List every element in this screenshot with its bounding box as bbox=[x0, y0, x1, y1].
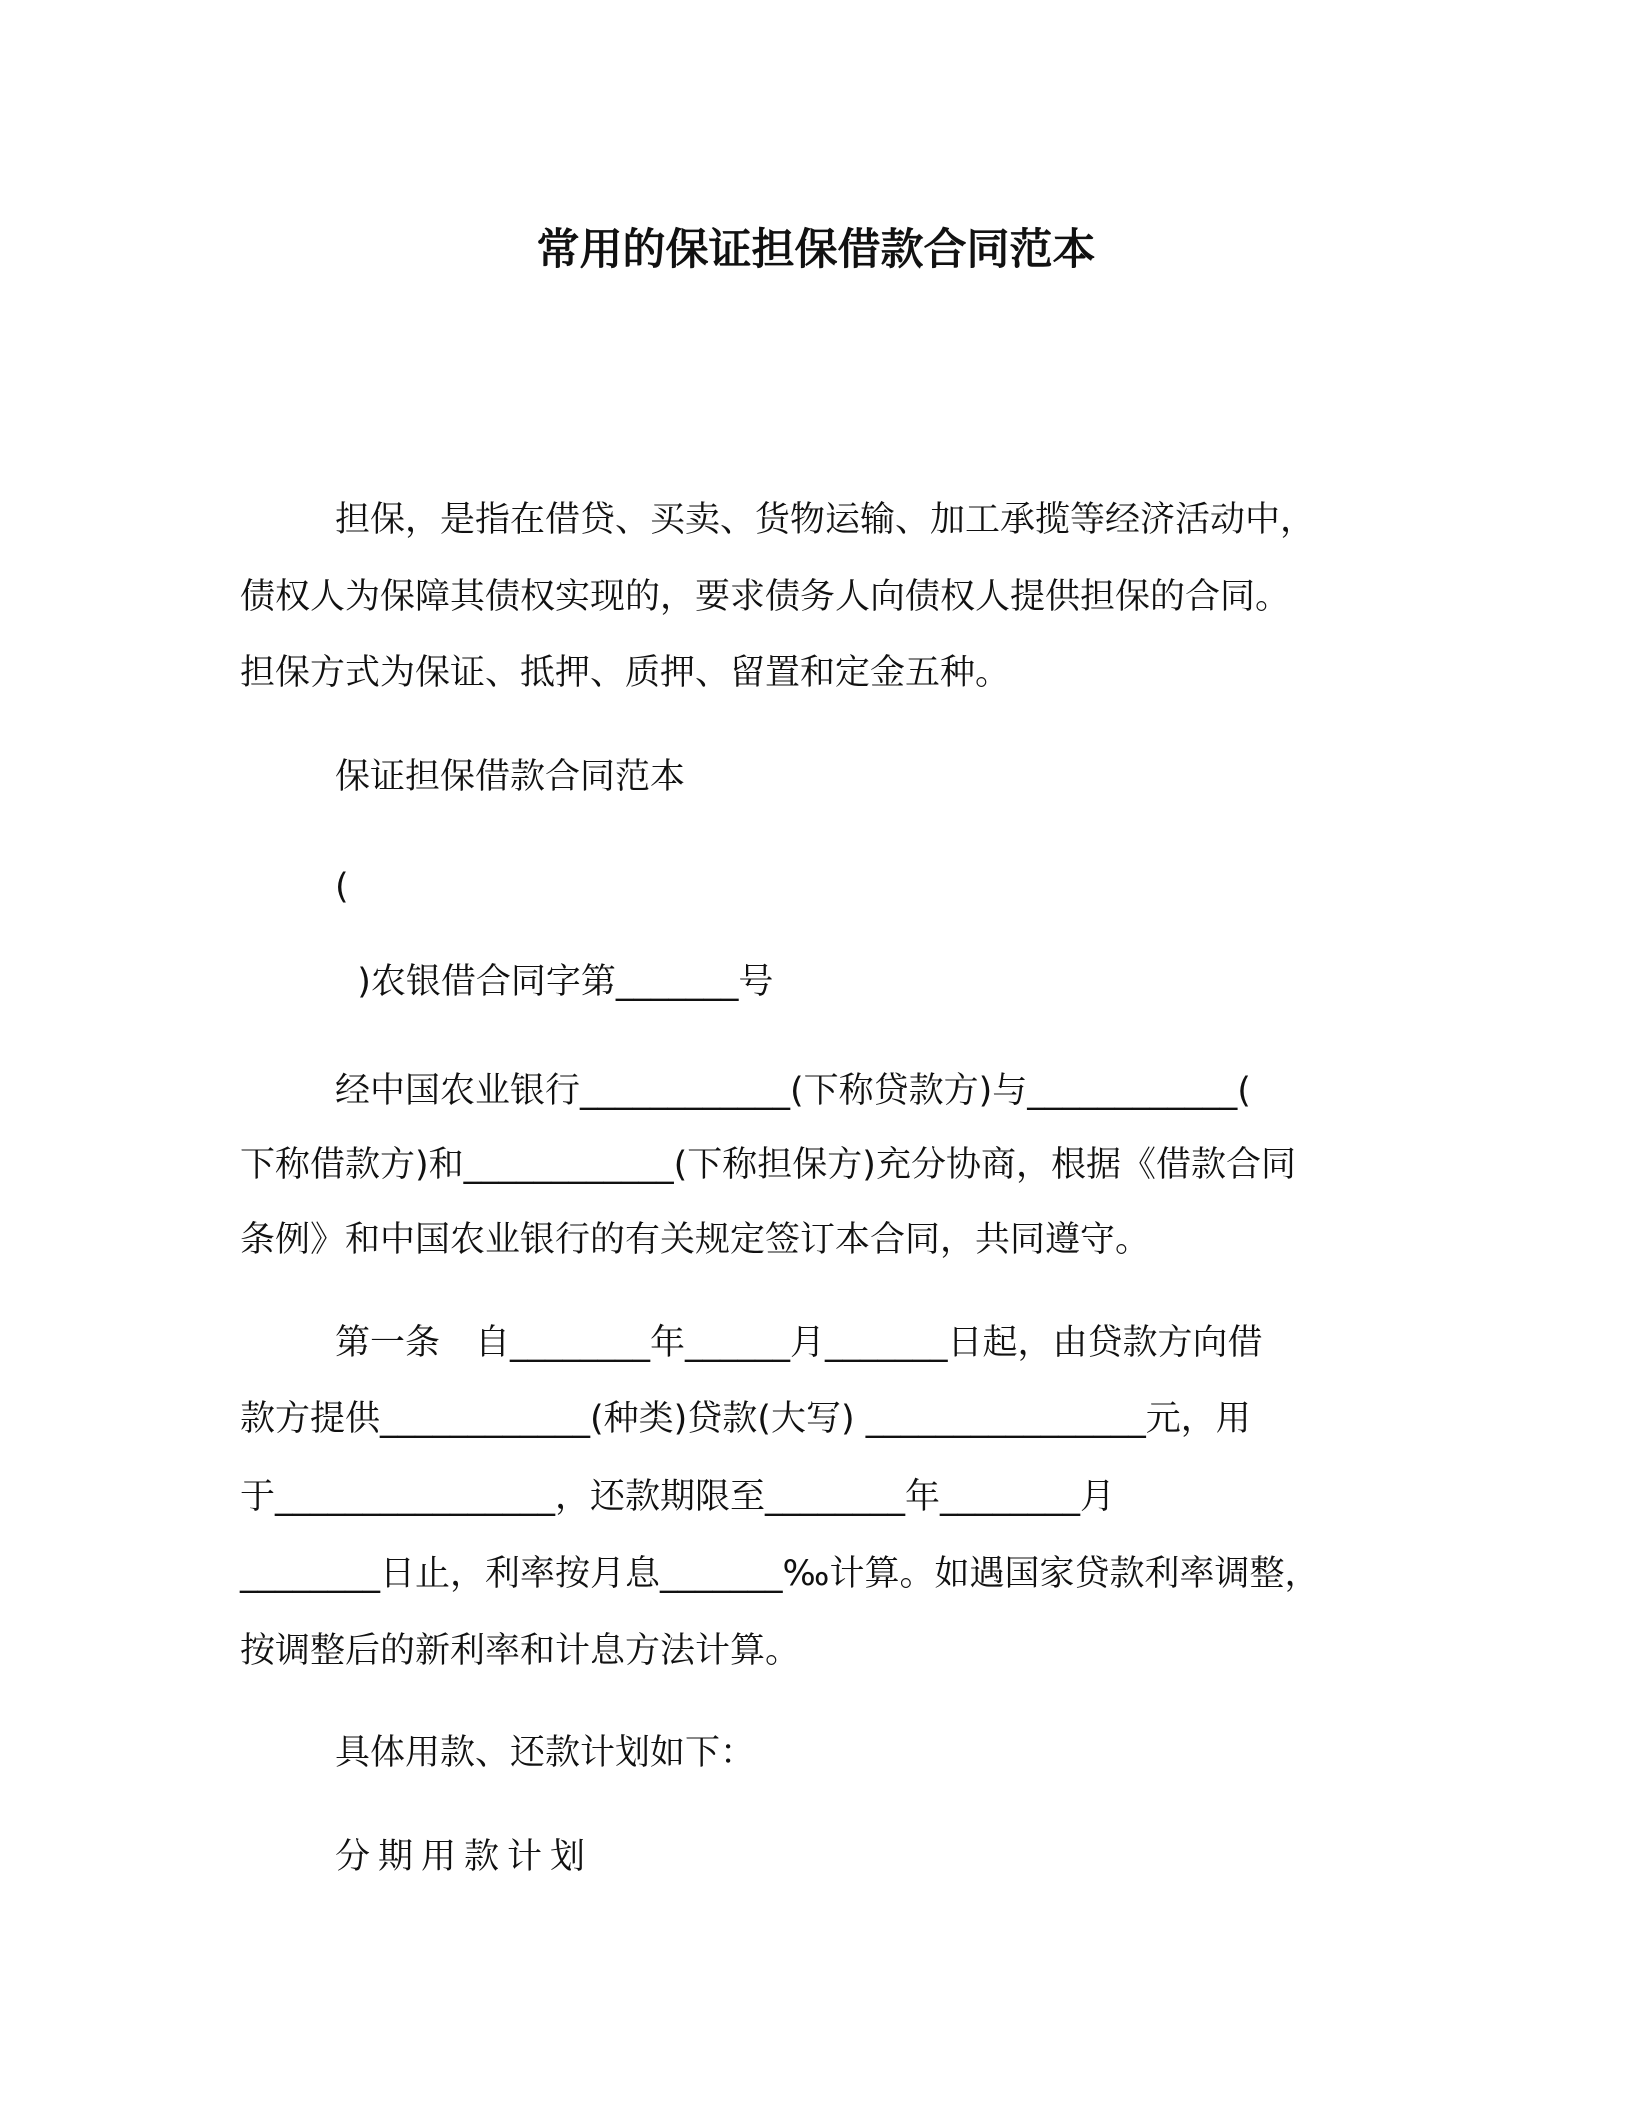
article-line: 款方提供____________(种类)贷款(大写) ________________元，用 bbox=[240, 1399, 1251, 1439]
paragraph-line: 条例》和中国农业银行的有关规定签订本合同，共同遵守。 bbox=[240, 1220, 1151, 1260]
paragraph-line: 具体用款、还款计划如下： bbox=[335, 1733, 756, 1773]
article-line: 第一条 自________年______月_______日起，由贷款方向借 bbox=[335, 1323, 1263, 1363]
paragraph-line: 下称借款方)和____________(下称担保方)充分协商，根据《借款合同 bbox=[240, 1145, 1296, 1185]
paragraph-line: 经中国农业银行____________(下称贷款方)与____________( bbox=[335, 1071, 1251, 1111]
paragraph-line: 担保，是指在借贷、买卖、货物运输、加工承揽等经济活动中， bbox=[335, 500, 1316, 540]
paragraph-line: ( bbox=[335, 867, 349, 907]
section-heading: 分期用款计划 bbox=[335, 1837, 594, 1877]
article-line: 于________________，还款期限至________年________月 bbox=[240, 1477, 1116, 1517]
paragraph-line: 债权人为保障其债权实现的，要求债务人向债权人提供担保的合同。 bbox=[240, 577, 1291, 617]
paragraph-line: 担保方式为保证、抵押、质押、留置和定金五种。 bbox=[240, 653, 1011, 693]
article-line: 按调整后的新利率和计息方法计算。 bbox=[240, 1631, 801, 1671]
section-heading: 保证担保借款合同范本 bbox=[335, 757, 686, 797]
document-title: 常用的保证担保借款合同范本 bbox=[536, 225, 1096, 275]
contract-number-line: )农银借合同字第_______号 bbox=[335, 962, 774, 1002]
article-line: ________日止，利率按月息_______‰计算。如遇国家贷款利率调整， bbox=[240, 1554, 1320, 1594]
